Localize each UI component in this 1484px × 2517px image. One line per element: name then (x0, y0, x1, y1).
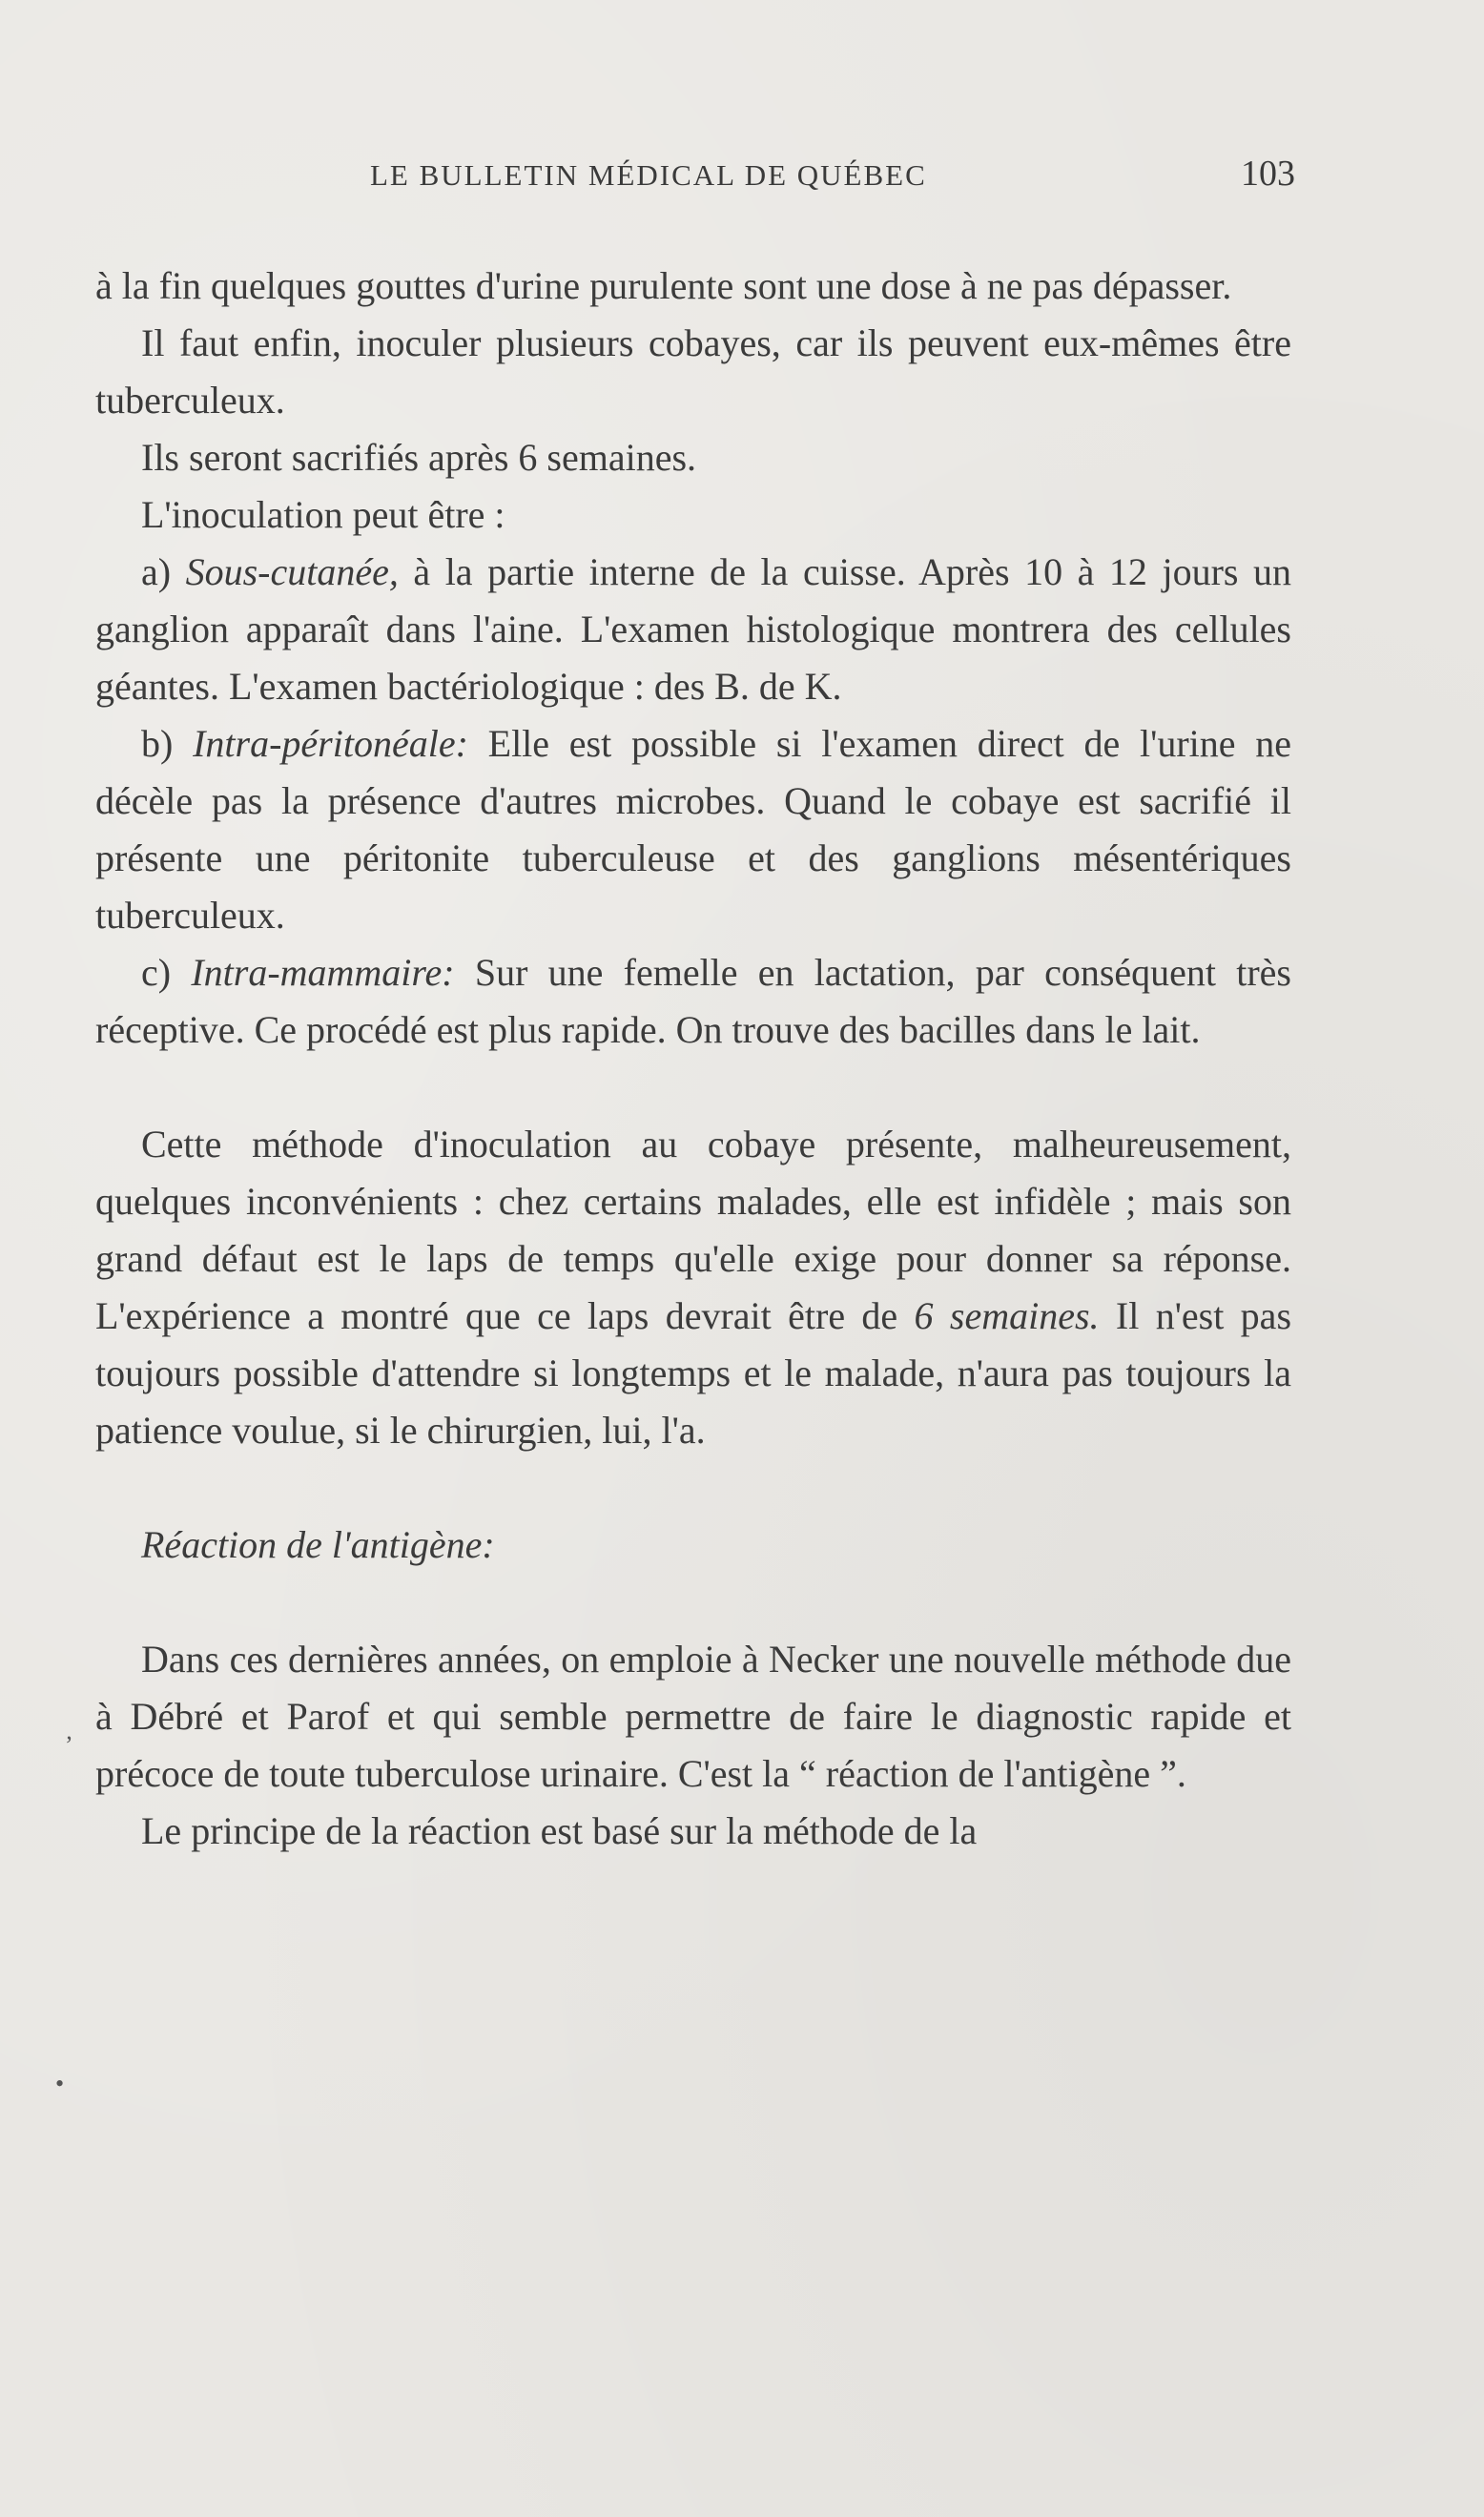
italic-term: Intra-péritonéale: (193, 722, 468, 765)
margin-tick-mark: ’ (65, 1731, 73, 1759)
paragraph: Dans ces dernières années, on emploie à Necker une nouvelle méthode due à Débré et Parof et qui semble permettre de faire le diagnostic rapide et précoce de toute tuberculose urinaire. C'est la “ réaction de l'antigène ”. (95, 1638, 1291, 1795)
margin-dot-mark: • (55, 2070, 65, 2097)
spacer (95, 1059, 1291, 1116)
list-text: Elle est possible si l'examen direct de l'urine ne décèle pas la présence d'autres microbes. Quand le cobaye est sacrifié il présente une péritonite tuberculeuse et des ganglions mésentériques tuberculeux. (95, 722, 1292, 937)
paragraph: Ils seront sacrifiés après 6 semaines. (141, 436, 697, 479)
italic-term: Sous-cutanée, (185, 550, 399, 593)
list-item-c (95, 944, 1291, 1059)
list-text: à la partie interne de la cuisse. Après 10 à 12 jours un ganglion apparaît dans l'aine. L'examen histologique montrera des cellules géantes. L'examen bactériologique : des B. de K. (95, 550, 1291, 708)
running-title: LE BULLETIN MÉDICAL DE QUÉBEC (370, 158, 927, 192)
italic-term: 6 semaines. (914, 1294, 1100, 1337)
section-heading-text: Réaction de l'antigène: (141, 1523, 495, 1566)
list-label: c) (141, 951, 192, 994)
section-heading (95, 1516, 1291, 1574)
page-number: 103 (1241, 154, 1295, 194)
paragraph: Le principe de la réaction est basé sur la méthode de la (141, 1809, 978, 1852)
spacer (95, 1459, 1291, 1516)
paragraph: à la fin quelques gouttes d'urine purulente sont une dose à ne pas dépasser. (95, 264, 1232, 307)
body-text (95, 258, 1291, 1860)
paragraph-text: Cette méthode d'inoculation au cobaye présente, malheureusement, quelques inconvénients : chez certains malades, elle est infidèle ; mais son grand défaut est le laps de temps qu'elle exige pour donner sa réponse. L'expérience a montré que ce laps devrait être de (95, 1123, 1291, 1337)
spacer (95, 1574, 1291, 1631)
list-label: b) (141, 722, 194, 765)
list-item-b (95, 715, 1291, 944)
list-text: Sur une femelle en lactation, par conséquent très réceptive. Ce procédé est plus rapide. On trouve des bacilles dans le lait. (95, 951, 1292, 1051)
list-label: a) (141, 550, 186, 593)
paragraph: Il faut enfin, inoculer plusieurs cobayes, car ils peuvent eux-mêmes être tuberculeux. (95, 321, 1291, 422)
paragraph (95, 1116, 1291, 1459)
paragraph-text: Il n'est pas toujours possible d'attendre si longtemps et le malade, n'aura pas toujours la patience voulue, si le chirurgien, lui, l'a. (95, 1294, 1292, 1452)
italic-term: Intra-mammaire: (191, 951, 455, 994)
paragraph: L'inoculation peut être : (141, 493, 505, 536)
list-item-a (95, 544, 1291, 715)
